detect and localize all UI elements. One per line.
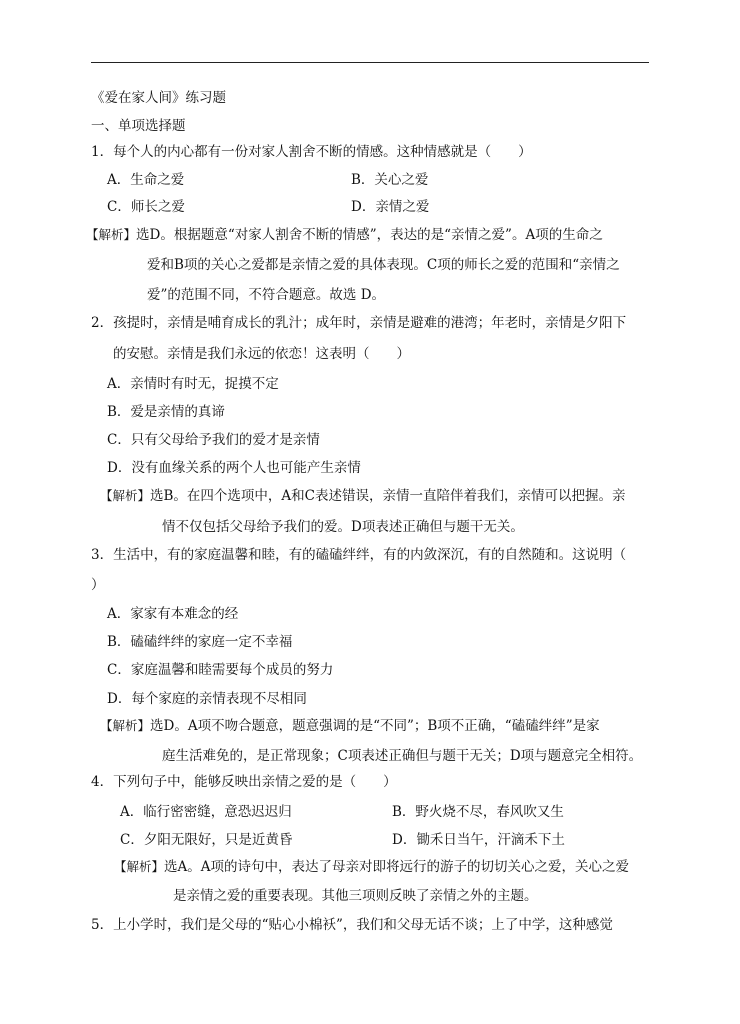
- question-1-analysis: [86, 226, 603, 244]
- analysis-line: 选D。A项不吻合题意，题意强调的是“不同”；B项不正确，“磕磕绊绊”是家: [150, 718, 600, 734]
- analysis-label: 【解析】: [100, 488, 151, 503]
- question-2-option-b: B．爱是亲情的真谛: [107, 404, 225, 420]
- question-4-option-c: C．夕阳无限好，只是近黄昏: [120, 832, 293, 848]
- question-4-option-d: D．锄禾日当午，汗滴禾下土: [392, 832, 565, 848]
- analysis-label: 【解析】: [114, 859, 165, 874]
- analysis-line: 爱”的范围不同，不符合题意。故选 D。: [147, 287, 386, 303]
- analysis-line: 选B。在四个选项中，A和C表述错误，亲情一直陪伴着我们，亲情可以把握。亲: [150, 488, 626, 504]
- question-2-option-c: C．只有父母给予我们的爱才是亲情: [107, 432, 320, 448]
- question-3-analysis: [100, 717, 600, 735]
- question-3-option-d: D．每个家庭的亲情表现不尽相同: [107, 691, 307, 707]
- question-4-analysis: [114, 858, 629, 876]
- question-4-stem: 4．下列句子中，能够反映出亲情之爱的是（ ）: [91, 774, 397, 790]
- question-4-option-b: B．野火烧不尽，春风吹又生: [392, 804, 564, 820]
- question-5-stem: 5．上小学时，我们是父母的“贴心小棉袄”，我们和父母无话不谈；上了中学，这种感觉: [91, 917, 613, 933]
- analysis-label: 【解析】: [86, 227, 137, 242]
- question-2-analysis: [100, 487, 626, 505]
- analysis-line: 是亲情之爱的重要表现。其他三项则反映了亲情之外的主题。: [173, 888, 538, 904]
- question-3-option-c: C．家庭温馨和睦需要每个成员的努力: [107, 662, 334, 678]
- question-3-option-a: A．家家有本难念的经: [107, 606, 239, 622]
- question-2-option-a: A．亲情时有时无，捉摸不定: [107, 376, 279, 392]
- question-1-stem: 1．每个人的内心都有一份对家人割舍不断的情感。这种情感就是（ ）: [91, 144, 532, 160]
- analysis-line: 情不仅包括父母给予我们的爱。D项表述正确但与题干无关。: [162, 519, 524, 535]
- header-rule: [91, 62, 649, 63]
- analysis-line: 爱和B项的关心之爱都是亲情之爱的具体表现。C项的师长之爱的范围和“亲情之: [147, 257, 620, 273]
- analysis-line: 庭生活难免的，是正常现象；C项表述正确但与题干无关；D项与题意完全相符。: [162, 748, 643, 764]
- analysis-label: 【解析】: [100, 718, 151, 733]
- analysis-line: 选A。A项的诗句中，表达了母亲对即将远行的游子的切切关心之爱，关心之爱: [164, 859, 630, 875]
- question-4-option-a: A．临行密密缝，意恐迟迟归: [120, 804, 292, 820]
- analysis-line: 选D。根据题意“对家人割舍不断的情感”，表达的是“亲情之爱”。A项的生命之: [136, 227, 603, 243]
- question-3-stem: 3．生活中，有的家庭温馨和睦，有的磕磕绊绊，有的内敛深沉，有的自然随和。这说明（: [91, 547, 627, 563]
- question-2-option-d: D．没有血缘关系的两个人也可能产生亲情: [107, 460, 361, 476]
- document-title: 《爱在家人间》练习题: [91, 90, 226, 106]
- question-2-stem: 的安慰。亲情是我们永远的依恋！这表明（ ）: [113, 346, 410, 362]
- question-3-stem: ）: [91, 577, 105, 593]
- section-heading: 一、单项选择题: [91, 118, 186, 134]
- question-2-stem: 2．孩提时，亲情是哺育成长的乳汁；成年时，亲情是避难的港湾；年老时，亲情是夕阳下: [91, 315, 627, 331]
- question-1-option-b: B．关心之爱: [351, 172, 429, 188]
- question-1-option-d: D．亲情之爱: [351, 199, 430, 215]
- question-1-option-a: A．生命之爱: [107, 172, 185, 188]
- question-1-option-c: C．师长之爱: [107, 199, 185, 215]
- question-3-option-b: B．磕磕绊绊的家庭一定不幸福: [107, 634, 293, 650]
